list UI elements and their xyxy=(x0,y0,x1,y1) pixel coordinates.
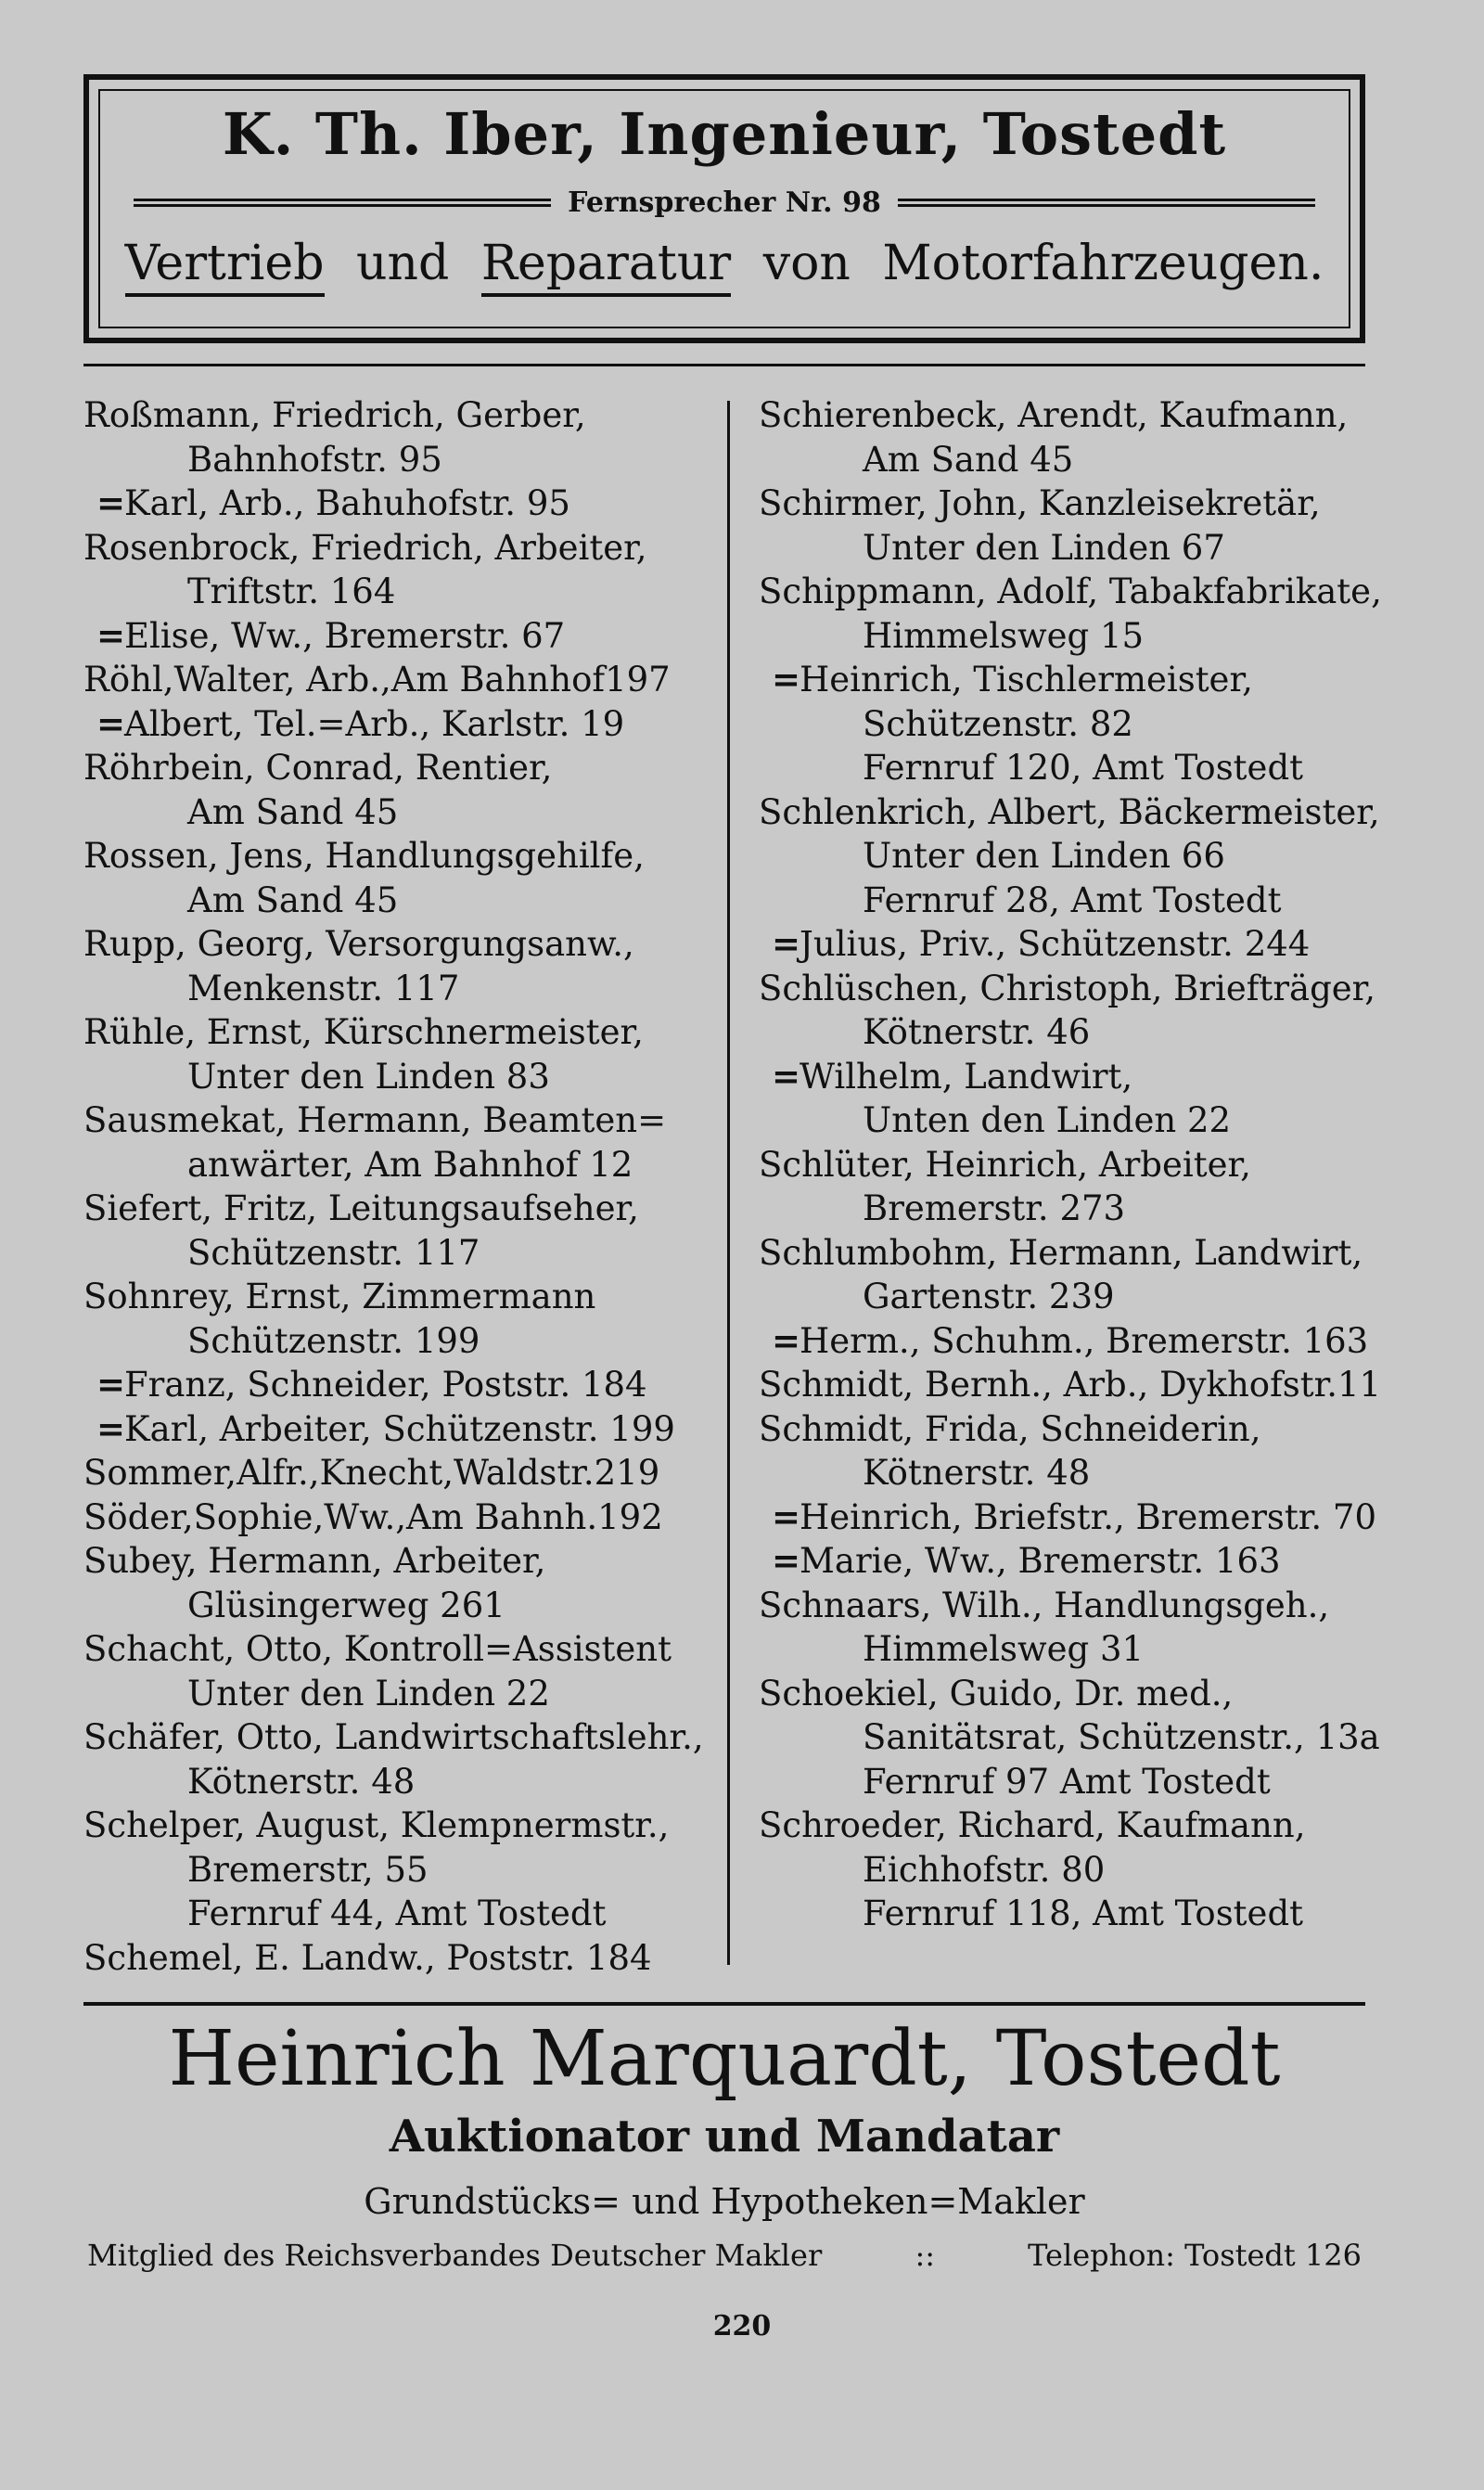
entry-name-line: Schippmann, Adolf, Tabakfabrikate, xyxy=(759,571,1382,611)
entry-text: Marie, Ww., Bremerstr. 163 xyxy=(800,1541,1281,1581)
right-column xyxy=(759,393,1391,1936)
entry-name-line: Rosenbrock, Friedrich, Arbeiter, xyxy=(83,527,647,568)
ad-firm-role: Auktionator und Mandatar xyxy=(389,2111,1060,2163)
ad-separator: :: xyxy=(915,2238,935,2273)
entry-continuation-line: Bremerstr, 55 xyxy=(187,1849,429,1890)
directory-entry xyxy=(83,1451,723,1495)
directory-entry xyxy=(83,702,723,747)
entry-continuation-line: Unter den Linden 66 xyxy=(863,836,1225,876)
directory-entry xyxy=(83,1363,723,1407)
left-column xyxy=(83,393,723,1980)
entry-name-line: Röhl,Walter, Arb.,Am Bahnhof197 xyxy=(83,660,671,700)
entry-name-line: Rühle, Ernst, Kürschnermeister, xyxy=(83,1012,644,1052)
ad-membership: Mitglied des Reichsverbandes Deutscher Makler xyxy=(87,2238,823,2273)
directory-entry xyxy=(83,658,723,702)
entry-continuation-line: Fernruf 97 Amt Tostedt xyxy=(863,1761,1271,1802)
ad-service-sales: Vertrieb xyxy=(125,236,325,297)
ad-telephone: Telephon: Tostedt 126 xyxy=(1028,2238,1362,2273)
directory-entry xyxy=(759,1584,1391,1672)
entry-name-line xyxy=(759,1539,1391,1584)
entry-name-line: Schirmer, John, Kanzleisekretär, xyxy=(759,483,1321,523)
entry-continuation-line: Eichhofstr. 80 xyxy=(863,1849,1106,1890)
entry-name-line xyxy=(759,1319,1391,1364)
entry-name-line: Subey, Hermann, Arbeiter, xyxy=(83,1541,546,1581)
entry-name-line xyxy=(83,481,723,526)
ditto-mark: = xyxy=(96,1407,126,1449)
ditto-mark: = xyxy=(772,1319,801,1361)
entry-name-line: Schnaars, Wilh., Handlungsgeh., xyxy=(759,1585,1330,1625)
entry-continuation-line: Fernruf 120, Amt Tostedt xyxy=(863,748,1304,788)
entry-name-line xyxy=(83,614,723,659)
entry-name-line: Schacht, Otto, Kontroll=Assistent xyxy=(83,1629,672,1669)
directory-entry xyxy=(83,1803,723,1936)
directory-entry xyxy=(83,1495,723,1540)
entry-continuation-line: Am Sand 45 xyxy=(187,879,399,920)
directory-entry xyxy=(759,1407,1391,1495)
ad-service-repair: Reparatur xyxy=(481,236,731,297)
entry-name-line: Schoekiel, Guido, Dr. med., xyxy=(759,1673,1234,1713)
directory-entry xyxy=(83,1715,723,1803)
ad-firm-trade: Grundstücks= und Hypotheken=Makler xyxy=(364,2181,1085,2222)
entry-name-line: Rossen, Jens, Handlungsgehilfe, xyxy=(83,836,645,876)
entry-name-line: Schmidt, Bernh., Arb., Dykhofstr.11 xyxy=(759,1365,1382,1405)
directory-entry xyxy=(759,1363,1391,1407)
ad-double-rule-right xyxy=(898,199,1315,207)
directory-entry xyxy=(83,834,723,922)
directory-entry xyxy=(759,967,1391,1055)
directory-entry xyxy=(759,393,1391,481)
entry-name-line: Schelper, August, Klempnermstr., xyxy=(83,1805,670,1845)
directory-entry xyxy=(759,1803,1391,1936)
entry-text: Wilhelm, Landwirt, xyxy=(800,1056,1133,1097)
entry-text: Heinrich, Tischlermeister, xyxy=(800,660,1253,700)
footer-divider xyxy=(83,2002,1365,2006)
directory-entry xyxy=(83,481,723,526)
entry-name-line: Röhrbein, Conrad, Rentier, xyxy=(83,748,553,788)
ditto-mark: = xyxy=(772,1540,801,1581)
entry-name-line: Sohnrey, Ernst, Zimmermann xyxy=(83,1277,596,1316)
entry-continuation-line: Am Sand 45 xyxy=(187,791,399,832)
entry-text: Karl, Arbeiter, Schützenstr. 199 xyxy=(124,1408,675,1449)
entry-name-line xyxy=(759,1055,1391,1099)
directory-entry xyxy=(759,570,1391,658)
entry-name-line xyxy=(83,1363,723,1407)
directory-entry xyxy=(759,1539,1391,1584)
entry-text: Franz, Schneider, Poststr. 184 xyxy=(124,1365,647,1405)
entry-continuation-line: Bremerstr. 273 xyxy=(863,1188,1126,1228)
directory-entry xyxy=(759,1672,1391,1804)
entry-name-line: Schmidt, Frida, Schneiderin, xyxy=(759,1408,1261,1449)
ad-service-line xyxy=(89,236,1360,291)
entry-continuation-line: Triftstr. 164 xyxy=(187,571,396,611)
entry-name-line: Sausmekat, Hermann, Beamten= xyxy=(83,1100,667,1140)
directory-entry xyxy=(83,1275,723,1363)
entry-continuation-line: Himmelsweg 31 xyxy=(863,1629,1145,1669)
ad-service-rest: von Motorfahrzeugen. xyxy=(762,236,1324,291)
directory-entry xyxy=(83,746,723,834)
directory-entry xyxy=(83,1936,723,1981)
entry-continuation-line: Unter den Linden 22 xyxy=(187,1673,550,1713)
directory-entry xyxy=(83,393,723,481)
entry-name-line: Schemel, E. Landw., Poststr. 184 xyxy=(83,1937,652,1978)
entry-name-line: Söder,Sophie,Ww.,Am Bahnh.192 xyxy=(83,1496,663,1537)
ad-service-and: und xyxy=(356,236,450,291)
directory-entry xyxy=(759,1231,1391,1319)
directory-entry xyxy=(83,1098,723,1187)
entry-text: Karl, Arb., Bahuhofstr. 95 xyxy=(124,483,570,523)
entry-name-line: Schlumbohm, Hermann, Landwirt, xyxy=(759,1232,1363,1273)
ditto-mark: = xyxy=(96,1364,126,1405)
entry-continuation-line: Unter den Linden 67 xyxy=(863,527,1225,568)
directory-entry xyxy=(83,1187,723,1275)
directory-entry xyxy=(83,526,723,614)
entry-name-line xyxy=(759,1495,1391,1540)
directory-entry xyxy=(759,658,1391,790)
entry-continuation-line: Glüsingerweg 261 xyxy=(187,1585,505,1625)
entry-continuation-line: Schützenstr. 117 xyxy=(187,1232,480,1273)
entry-continuation-line: Sanitätsrat, Schützenstr., 13a xyxy=(863,1717,1380,1757)
entry-name-line: Sommer,Alfr.,Knecht,Waldstr.219 xyxy=(83,1453,660,1493)
entry-name-line: Rupp, Georg, Versorgungsanw., xyxy=(83,924,634,964)
entry-text: Heinrich, Briefstr., Bremerstr. 70 xyxy=(800,1496,1377,1537)
entry-continuation-line: Fernruf 44, Amt Tostedt xyxy=(187,1893,607,1933)
entry-text: Herm., Schuhm., Bremerstr. 163 xyxy=(800,1320,1369,1361)
entry-continuation-line: Schützenstr. 199 xyxy=(187,1320,480,1361)
directory-entry xyxy=(759,790,1391,923)
entry-continuation-line: Gartenstr. 239 xyxy=(863,1277,1115,1316)
entry-name-line xyxy=(759,658,1391,702)
entry-name-line: Siefert, Fritz, Leitungsaufseher, xyxy=(83,1188,639,1228)
entry-name-line: Schroeder, Richard, Kaufmann, xyxy=(759,1805,1306,1845)
entry-name-line: Schlüschen, Christoph, Briefträger, xyxy=(759,968,1376,1008)
ad-firm-name: Heinrich Marquardt, Tostedt xyxy=(168,2015,1281,2103)
ditto-mark: = xyxy=(772,1495,801,1537)
entry-continuation-line: Fernruf 118, Amt Tostedt xyxy=(863,1893,1304,1933)
entry-continuation-line: anwärter, Am Bahnhof 12 xyxy=(187,1144,633,1185)
entry-text: Albert, Tel.=Arb., Karlstr. 19 xyxy=(124,703,625,744)
directory-entry xyxy=(83,614,723,659)
directory-entry xyxy=(759,1495,1391,1540)
entry-continuation-line: Am Sand 45 xyxy=(863,439,1074,480)
entry-name-line: Schlenkrich, Albert, Bäckermeister, xyxy=(759,791,1380,832)
entry-continuation-line: Himmelsweg 15 xyxy=(863,615,1145,656)
directory-entry xyxy=(83,1539,723,1627)
directory-entry xyxy=(759,1319,1391,1364)
directory-entry xyxy=(83,1010,723,1098)
column-divider xyxy=(727,401,730,1965)
ad-phone: Fernsprecher Nr. 98 xyxy=(568,186,881,219)
ditto-mark: = xyxy=(96,482,126,523)
ditto-mark: = xyxy=(772,1055,801,1097)
entry-name-line: Schlüter, Heinrich, Arbeiter, xyxy=(759,1144,1251,1185)
directory-entry xyxy=(759,481,1391,570)
directory-entry xyxy=(83,1627,723,1715)
entry-name-line xyxy=(83,1407,723,1452)
advertisement-marquardt xyxy=(83,2013,1365,2280)
entry-name-line xyxy=(83,702,723,747)
directory-entry xyxy=(83,1407,723,1452)
ditto-mark: = xyxy=(96,702,126,744)
entry-name-line: Roßmann, Friedrich, Gerber, xyxy=(83,395,586,435)
entry-name-line xyxy=(759,922,1391,967)
ad-double-rule-left xyxy=(134,199,551,207)
page-number: 220 xyxy=(712,2310,772,2342)
entry-name-line: Schierenbeck, Arendt, Kaufmann, xyxy=(759,395,1349,435)
directory-entry xyxy=(759,1143,1391,1231)
entry-continuation-line: Fernruf 28, Amt Tostedt xyxy=(863,879,1282,920)
directory-entry xyxy=(759,922,1391,967)
entry-name-line: Schäfer, Otto, Landwirtschaftslehr., xyxy=(83,1717,704,1757)
entry-continuation-line: Bahnhofstr. 95 xyxy=(187,439,442,480)
entry-text: Elise, Ww., Bremerstr. 67 xyxy=(124,615,566,656)
ad-membership-row xyxy=(83,2230,1365,2280)
ditto-mark: = xyxy=(96,614,126,656)
entry-continuation-line: Kötnerstr. 48 xyxy=(863,1453,1091,1493)
entry-continuation-line: Menkenstr. 117 xyxy=(187,968,460,1008)
entry-continuation-line: Kötnerstr. 46 xyxy=(863,1012,1091,1052)
entry-continuation-line: Kötnerstr. 48 xyxy=(187,1761,416,1802)
entry-text: Julius, Priv., Schützenstr. 244 xyxy=(800,924,1311,964)
ad-phone-row xyxy=(134,184,1315,221)
ad-company-name: K. Th. Iber, Ingenieur, Tostedt xyxy=(222,100,1227,168)
directory-entry xyxy=(83,922,723,1010)
ditto-mark: = xyxy=(772,923,801,964)
header-divider xyxy=(83,364,1365,366)
directory-entry xyxy=(759,1055,1391,1143)
entry-continuation-line: Schützenstr. 82 xyxy=(863,703,1133,744)
entry-continuation-line: Unten den Linden 22 xyxy=(863,1100,1232,1140)
ditto-mark: = xyxy=(772,659,801,700)
advertisement-iber xyxy=(83,74,1365,343)
entry-continuation-line: Unter den Linden 83 xyxy=(187,1056,550,1097)
